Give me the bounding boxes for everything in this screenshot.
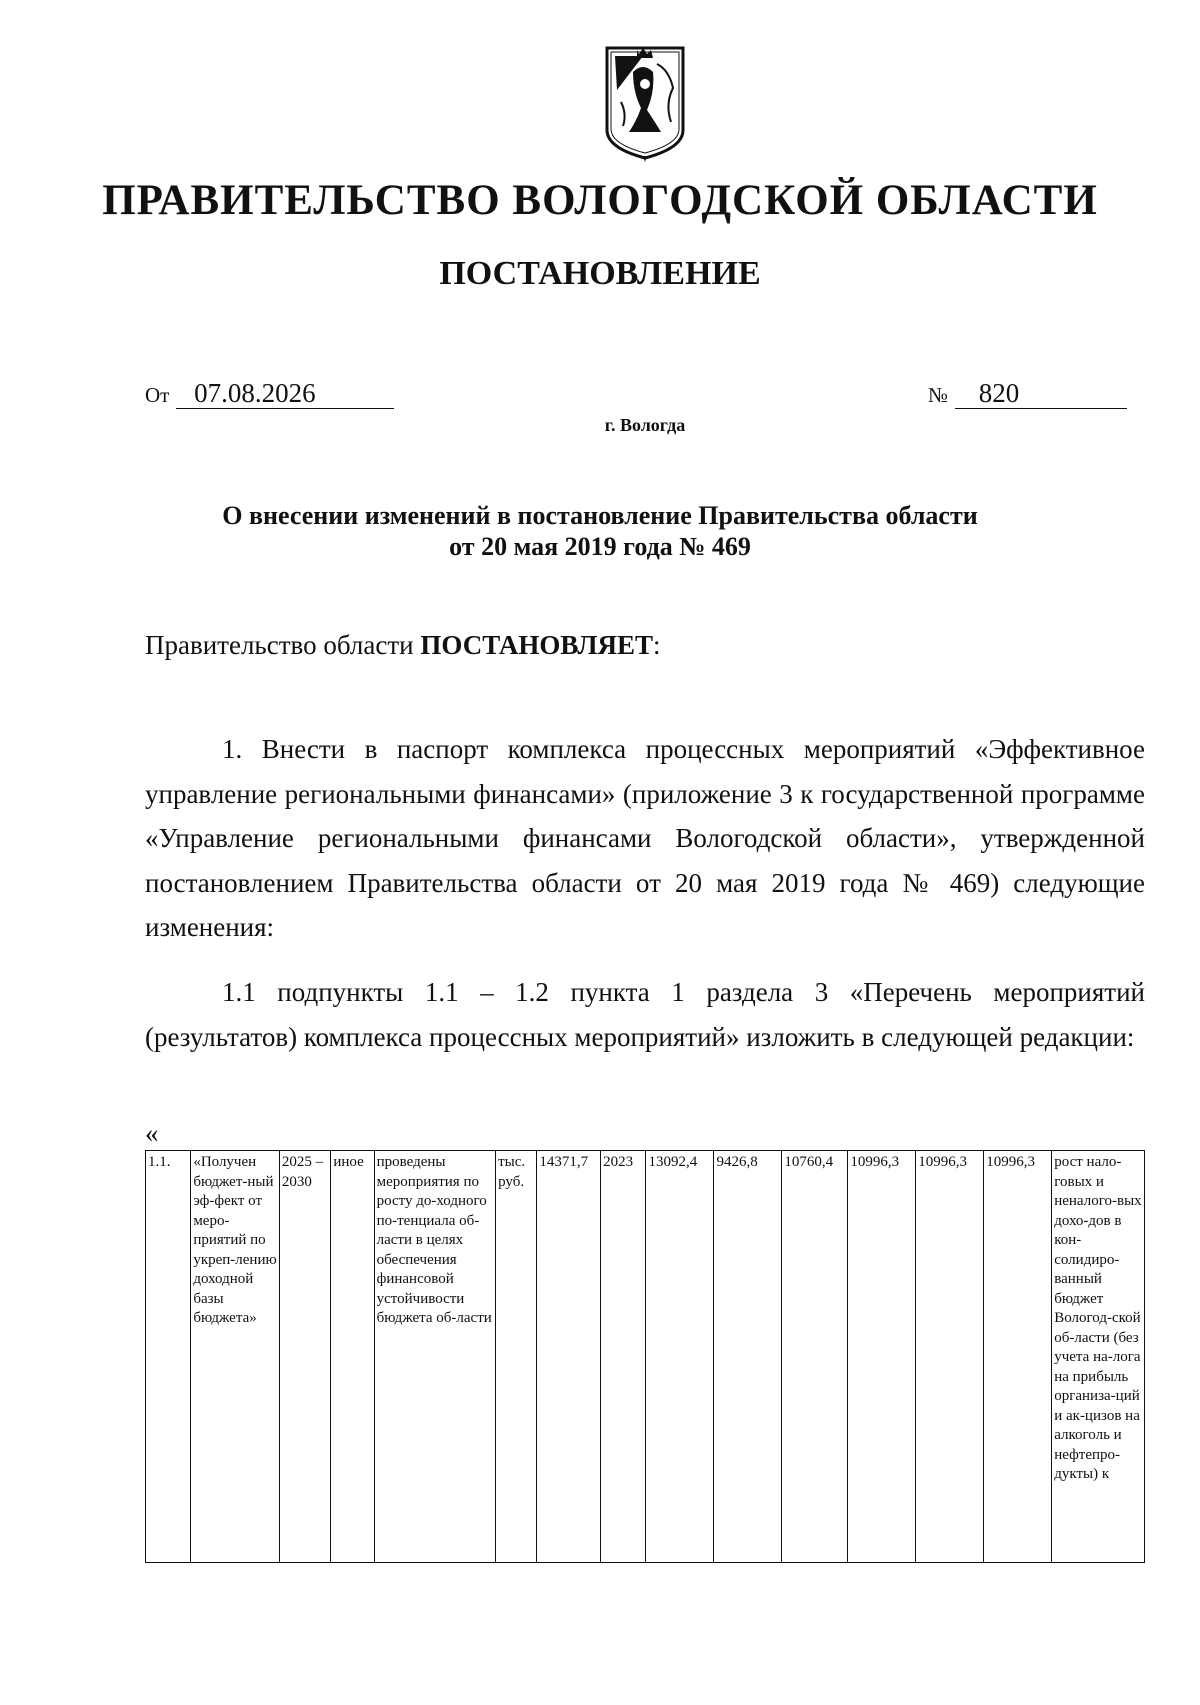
preamble-resolves: ПОСТАНОВЛЯЕТ	[420, 630, 653, 660]
date-value: 07.08.2026	[176, 378, 394, 409]
coat-of-arms-emblem	[603, 44, 687, 162]
preamble-colon: :	[652, 630, 661, 660]
cell-value: 10996,3	[916, 1151, 984, 1563]
cell-type: иное	[331, 1151, 374, 1563]
opening-quote: «	[145, 1118, 159, 1148]
government-title: ПРАВИТЕЛЬСТВО ВОЛОГОДСКОЙ ОБЛАСТИ	[102, 177, 1098, 224]
document-subject	[0, 500, 1200, 562]
cell-result-name: «Получен бюджет-ный эф-фект от меро-приятий по укреп-лению доходной базы бюджета»	[191, 1151, 280, 1563]
table-row	[146, 1151, 1145, 1563]
preamble-text: Правительство области	[145, 630, 421, 660]
paragraph-1: 1. Внести в паспорт комплекса процессных мероприятий «Эффективное управление региональными финансами» (приложение 3 к государственной программе «Управление региональными финансами Вологодской области», утвержденной постановлением Правительства области от 20 мая 2019 года № 469) следующие изменения:	[145, 734, 1145, 942]
cell-link-note: рост нало-говых и неналого-вых дохо-дов в кон-солидиро-ванный бюджет Вологод-ской об-ласти (без учета на-лога на прибыль организа-ций и ак-цизов на алкоголь и нефтепро-дукты) к	[1052, 1151, 1145, 1563]
date-field	[145, 378, 394, 409]
cell-value: 10760,4	[782, 1151, 848, 1563]
measures-table	[145, 1150, 1145, 1563]
cell-value: 9426,8	[714, 1151, 782, 1563]
cell-value: 10996,3	[848, 1151, 916, 1563]
document-kind-title: ПОСТАНОВЛЕНИЕ	[439, 255, 761, 292]
subject-line-1: О внесении изменений в постановление Правительства области	[222, 501, 978, 530]
cell-value: 10996,3	[984, 1151, 1052, 1563]
date-label: От	[145, 383, 170, 407]
cell-unit: тыс. руб.	[496, 1151, 537, 1563]
number-label: №	[928, 383, 949, 407]
preamble	[145, 630, 661, 661]
cell-base-value: 14371,7	[537, 1151, 601, 1563]
cell-period: 2025 – 2030	[279, 1151, 330, 1563]
cell-base-year: 2023	[601, 1151, 646, 1563]
number-field	[928, 378, 1127, 409]
city-name: г. Вологда	[604, 415, 686, 435]
cell-value: 13092,4	[646, 1151, 714, 1563]
coat-of-arms-icon	[603, 44, 687, 162]
paragraph-1-1: 1.1 подпункты 1.1 – 1.2 пункта 1 раздела 3 «Перечень мероприятий (результатов) комплекса процессных мероприятий» изложить в следующей редакции:	[145, 977, 1145, 1052]
number-value: 820	[955, 378, 1127, 409]
cell-description: проведены мероприятия по росту до-ходного по-тенциала об-ласти в целях обеспечения финансовой устойчивости бюджета об-ласти	[374, 1151, 496, 1563]
subject-line-2: от 20 мая 2019 года № 469	[449, 532, 751, 561]
cell-item-number: 1.1.	[146, 1151, 191, 1563]
